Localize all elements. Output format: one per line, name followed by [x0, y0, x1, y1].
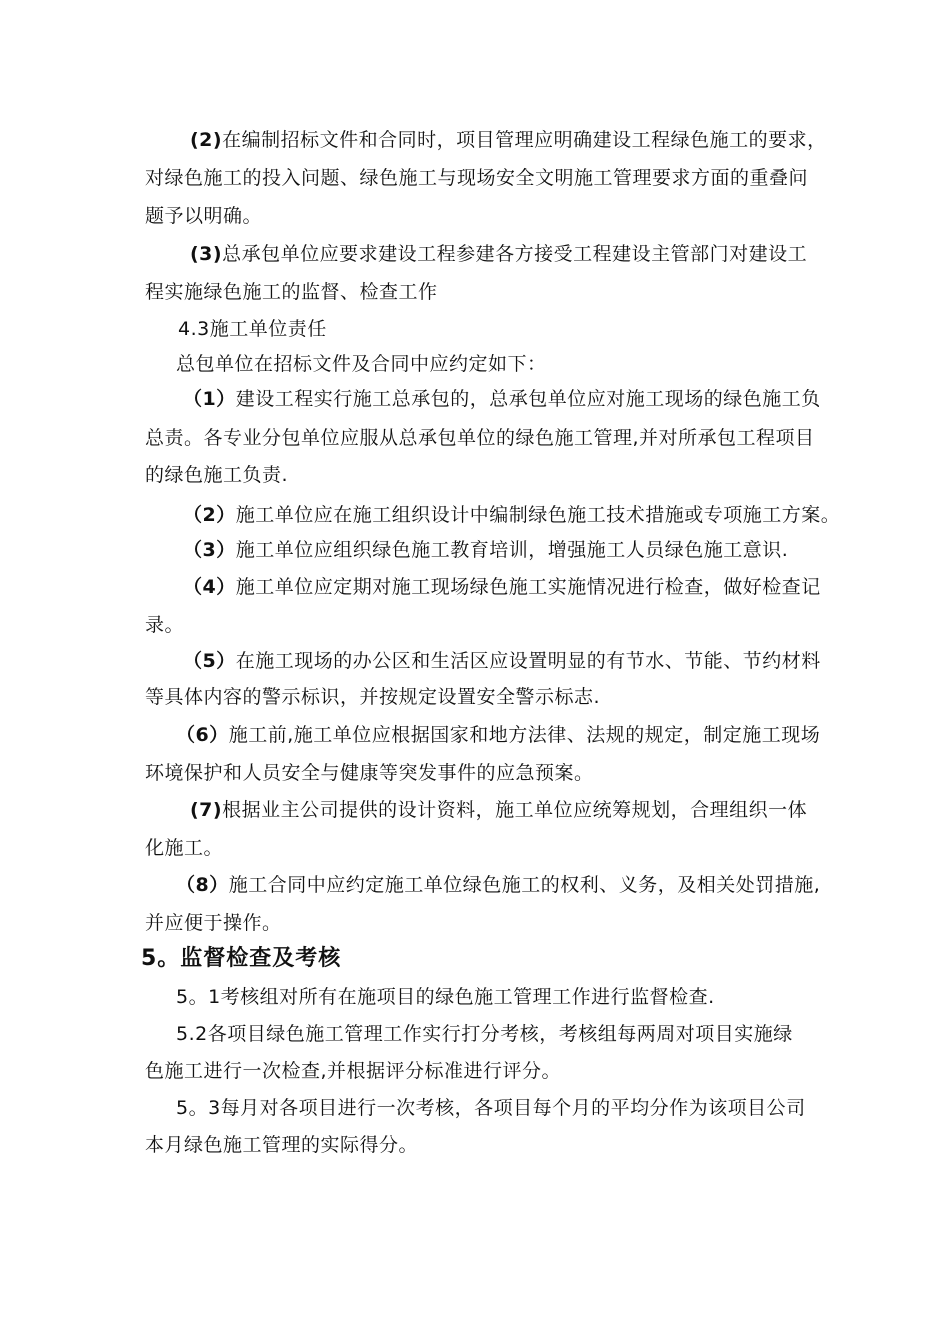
item-number: （3） — [183, 539, 236, 561]
paragraph-line — [145, 1132, 418, 1158]
line-text: 的绿色施工负责. — [145, 464, 289, 486]
paragraph-line — [176, 722, 820, 748]
line-text: 对绿色施工的投入问题、绿色施工与现场安全文明施工管理要求方面的重叠问 — [145, 167, 809, 189]
line-text: 总包单位在招标文件及合同中应约定如下： — [176, 353, 547, 375]
line-text: 5。3每月对各项目进行一次考核，各项目每个月的平均分作为该项目公司 — [176, 1097, 806, 1119]
line-text: 色施工进行一次检查,并根据评分标准进行评分。 — [145, 1060, 562, 1082]
item-number: （6） — [176, 724, 229, 746]
line-text: 并应便于操作。 — [145, 912, 282, 934]
line-text: 本月绿色施工管理的实际得分。 — [145, 1134, 419, 1156]
item-number: (2) — [190, 129, 223, 151]
item-number: （1） — [183, 388, 236, 410]
line-text: 建设工程实行施工总承包的，总承包单位应对施工现场的绿色施工负 — [235, 388, 821, 410]
paragraph-line — [145, 203, 262, 229]
line-text: 施工单位应在施工组织设计中编制绿色施工技术措施或专项施工方案。 — [235, 504, 841, 526]
paragraph-line — [145, 462, 288, 488]
item-number: （5） — [183, 650, 236, 672]
line-text: 环境保护和人员安全与健康等突发事件的应急预案。 — [145, 762, 594, 784]
paragraph-line — [190, 797, 807, 823]
paragraph-line — [145, 835, 223, 861]
paragraph-line — [190, 241, 807, 267]
line-text: 4.3施工单位责任 — [178, 318, 327, 340]
section-subheading — [178, 316, 327, 342]
paragraph-line — [176, 351, 547, 377]
line-text: 等具体内容的警示标识，并按规定设置安全警示标志. — [145, 686, 601, 708]
line-text: 在编制招标文件和合同时，项目管理应明确建设工程绿色施工的要求， — [222, 129, 827, 151]
line-text: 总责。各专业分包单位应服从总承包单位的绿色施工管理,并对所承包工程项目 — [145, 427, 815, 449]
paragraph-line — [145, 1058, 561, 1084]
line-text: 化施工。 — [145, 837, 224, 859]
paragraph-line — [145, 910, 282, 936]
paragraph-line — [176, 872, 820, 898]
paragraph-line — [183, 537, 788, 563]
line-text: 施工单位应组织绿色施工教育培训，增强施工人员绿色施工意识. — [235, 539, 789, 561]
line-text: 总承包单位应要求建设工程参建各方接受工程建设主管部门对建设工 — [222, 243, 808, 265]
line-text: 5.2各项目绿色施工管理工作实行打分考核，考核组每两周对项目实施绿 — [176, 1023, 793, 1045]
line-text: 录。 — [145, 614, 185, 636]
item-number: （4） — [183, 576, 236, 598]
paragraph-line — [145, 684, 600, 710]
paragraph-line — [145, 165, 808, 191]
paragraph-line — [145, 425, 815, 451]
line-text: 程实施绿色施工的监督、检查工作 — [145, 281, 438, 303]
line-text: 施工前,施工单位应根据国家和地方法律、法规的规定，制定施工现场 — [228, 724, 821, 746]
paragraph-line — [145, 760, 594, 786]
item-number: （2） — [183, 504, 236, 526]
heading-text: 5。监督检查及考核 — [141, 946, 342, 971]
paragraph-line — [183, 502, 840, 528]
paragraph-line — [190, 127, 827, 153]
paragraph-line — [183, 386, 821, 412]
section-heading — [141, 946, 341, 972]
paragraph-line — [176, 1095, 806, 1121]
line-text: 题予以明确。 — [145, 205, 263, 227]
paragraph-line — [176, 984, 715, 1010]
paragraph-line — [183, 574, 821, 600]
line-text: 施工合同中应约定施工单位绿色施工的权利、义务，及相关处罚措施, — [228, 874, 821, 896]
paragraph-line — [183, 648, 821, 674]
item-number: (7) — [190, 799, 223, 821]
line-text: 在施工现场的办公区和生活区应设置明显的有节水、节能、节约材料 — [235, 650, 821, 672]
paragraph-line — [176, 1021, 793, 1047]
paragraph-line — [145, 612, 184, 638]
paragraph-line — [145, 279, 438, 305]
line-text: 施工单位应定期对施工现场绿色施工实施情况进行检查，做好检查记 — [235, 576, 821, 598]
line-text: 5。1考核组对所有在施项目的绿色施工管理工作进行监督检查. — [176, 986, 715, 1008]
item-number: （8） — [176, 874, 229, 896]
line-text: 根据业主公司提供的设计资料，施工单位应统筹规划，合理组织一体 — [222, 799, 808, 821]
item-number: (3) — [190, 243, 223, 265]
